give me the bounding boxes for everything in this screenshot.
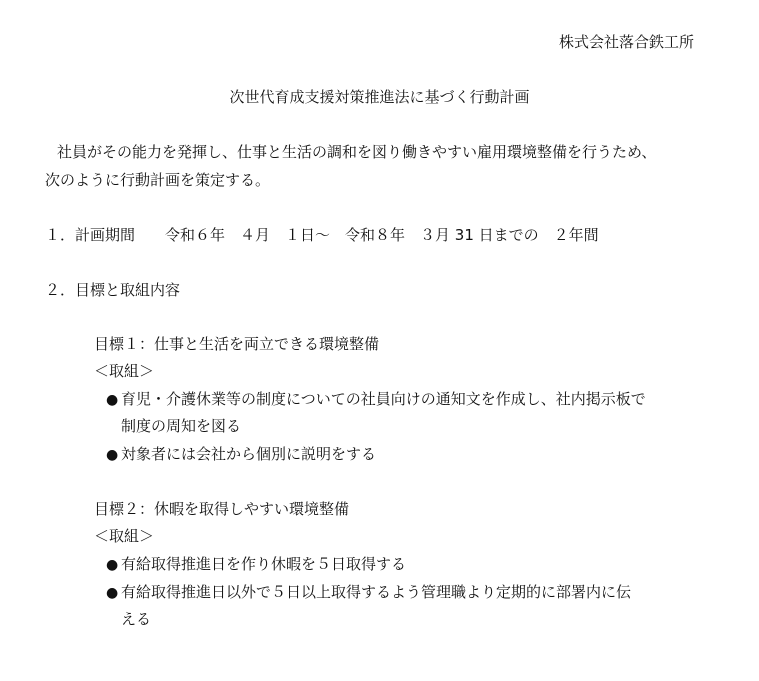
goal-2-title: 目標２：休暇を取得しやすい環境整備 (94, 500, 350, 518)
document-title: 次世代育成支援対策推進法に基づく行動計画 (229, 88, 530, 106)
intro-line-1: 社員がその能力を発揮し、仕事と生活の調和を図り働きやすい雇用環境整備を行うため、 (57, 143, 657, 161)
list-item-text: 有給取得推進日を作り休暇を５日取得する (121, 555, 407, 573)
intro-line-2: 次のように行動計画を策定する。 (45, 171, 271, 189)
list-item (106, 388, 646, 411)
bullet-icon: ● (106, 557, 119, 573)
list-item (106, 581, 631, 604)
section-goals-heading: ２．目標と取組内容 (45, 281, 181, 299)
bullet-icon: ● (106, 585, 119, 601)
goal-1-actions-label: ＜取組＞ (94, 362, 155, 380)
list-item (106, 553, 406, 576)
section-plan-period (45, 224, 599, 246)
goal-1-title: 目標１：仕事と生活を両立できる環境整備 (94, 335, 380, 353)
list-item-text: 対象者には会社から個別に説明をする (121, 445, 377, 463)
section-plan-period-label: １．計画期間 (45, 226, 136, 244)
goal-2-actions-label: ＜取組＞ (94, 527, 155, 545)
bullet-icon: ● (106, 447, 119, 463)
list-item-text: 育児・介護休業等の制度についての社員向けの通知文を作成し、社内掲示板で (121, 390, 646, 408)
list-item (106, 443, 376, 466)
company-name: 株式会社落合鉄工所 (558, 33, 694, 51)
bullet-icon: ● (106, 392, 119, 408)
list-item-continuation: 制度の周知を図る (121, 417, 242, 435)
list-item-text: 有給取得推進日以外で５日以上取得するよう管理職より定期的に部署内に伝 (121, 583, 632, 601)
list-item-continuation: える (121, 610, 152, 628)
plan-period-value: 令和６年 ４月 １日～ 令和８年 ３月 31 日までの ２年間 (165, 226, 599, 244)
